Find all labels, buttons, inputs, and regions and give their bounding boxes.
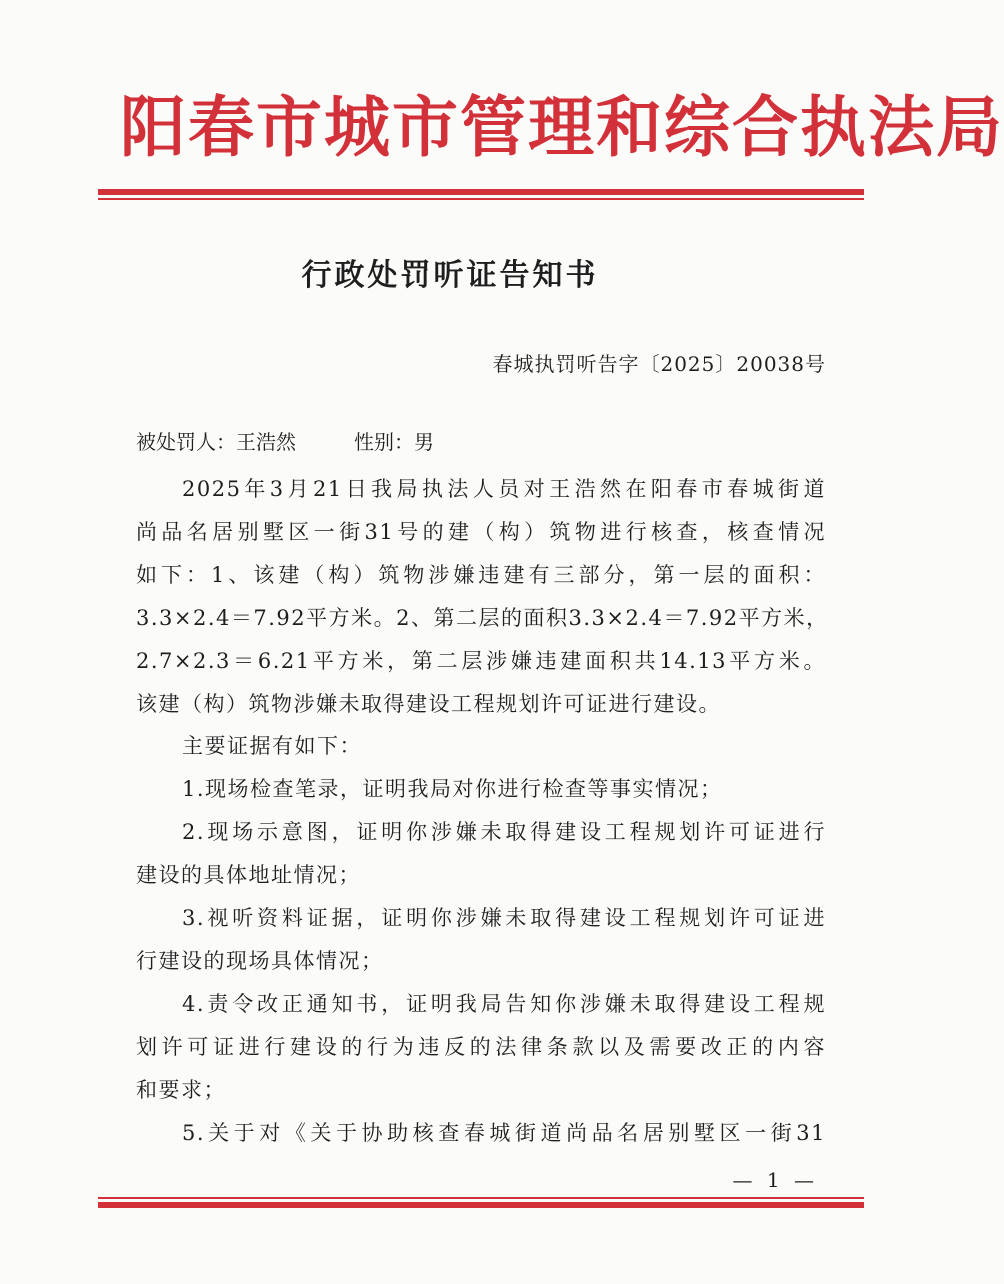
body-line: 2.7×2.3＝6.21平方米，第二层涉嫌违建面积共14.13平方米。 (136, 649, 826, 673)
evidence-item-cont: 行建设的现场具体情况； (136, 949, 384, 973)
body-line: 如下：1、该建（构）筑物涉嫌违建有三部分，第一层的面积： (136, 563, 826, 587)
footer-red-rule-thick (98, 1202, 864, 1208)
evidence-heading: 主要证据有如下： (182, 734, 362, 758)
party-name: 王浩然 (236, 430, 296, 454)
party-name-label: 被处罚人： (136, 430, 236, 454)
party-gender-label: 性别： (354, 430, 414, 454)
evidence-item-cont: 建设的具体地址情况； (136, 863, 361, 887)
evidence-item-cont: 和要求； (136, 1078, 226, 1102)
page-number: — 1 — (732, 1168, 818, 1192)
letterhead-red-rule-thin (98, 198, 864, 200)
body-line: 该建（构）筑物涉嫌未取得建设工程规划许可证进行建设。 (136, 692, 721, 716)
letterhead-agency-name: 阳春市城市管理和综合执法局 (120, 88, 1004, 166)
party-info (136, 426, 434, 455)
evidence-item: 3.视听资料证据，证明你涉嫌未取得建设工程规划许可证进 (182, 906, 826, 930)
evidence-item-cont: 划许可证进行建设的行为违反的法律条款以及需要改正的内容 (136, 1035, 826, 1059)
evidence-item: 5.关于对《关于协助核查春城街道尚品名居别墅区一街31 (182, 1121, 826, 1145)
evidence-item: 2.现场示意图，证明你涉嫌未取得建设工程规划许可证进行 (182, 820, 826, 844)
body-line: 尚品名居别墅区一街31号的建（构）筑物进行核查，核查情况 (136, 520, 826, 544)
document-number: 春城执罚听告字〔2025〕20038号 (492, 352, 826, 376)
body-line: 2025年3月21日我局执法人员对王浩然在阳春市春城街道 (182, 477, 826, 501)
body-line: 3.3×2.4＝7.92平方米。2、第二层的面积3.3×2.4＝7.92平方米， (136, 606, 829, 630)
document-title: 行政处罚听证告知书 (301, 258, 599, 293)
evidence-item: 1.现场检查笔录，证明我局对你进行检查等事实情况； (182, 777, 723, 801)
letterhead-red-rule-thick (98, 189, 864, 195)
party-gender: 男 (414, 430, 434, 454)
footer-red-rule-thin (98, 1197, 864, 1199)
evidence-item: 4.责令改正通知书，证明我局告知你涉嫌未取得建设工程规 (182, 992, 826, 1016)
